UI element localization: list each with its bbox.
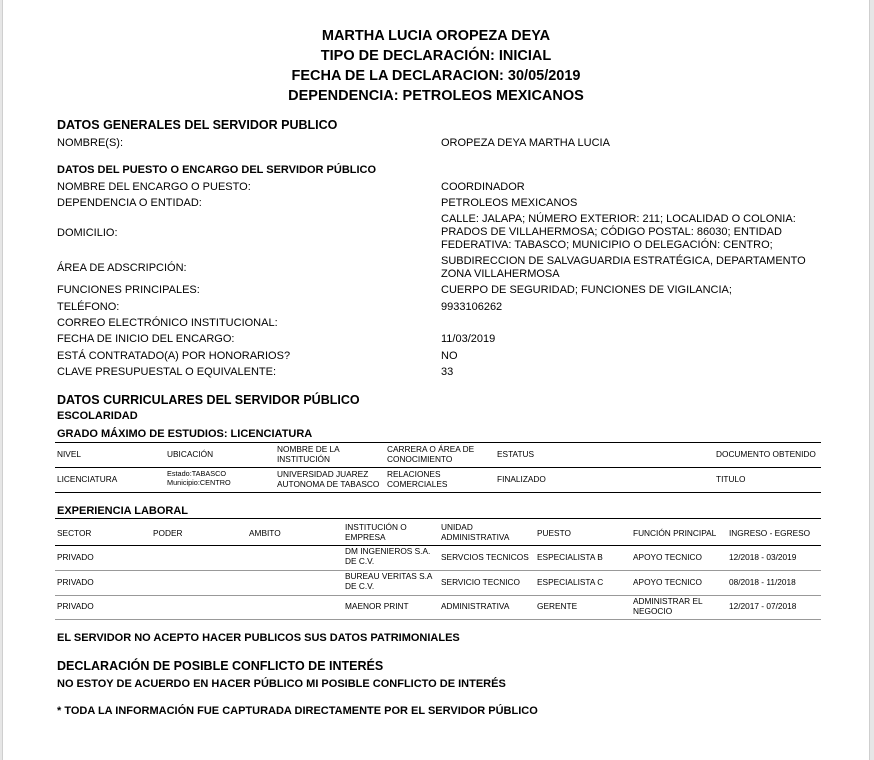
edu-header-carrera: CARRERA O ÁREA DE CONOCIMIENTO xyxy=(387,444,475,464)
field-value: 33 xyxy=(441,366,454,378)
field-label: CORREO ELECTRÓNICO INSTITUCIONAL: xyxy=(57,317,278,329)
escolaridad-label: ESCOLARIDAD xyxy=(57,410,138,422)
field-value: COORDINADOR xyxy=(441,181,525,193)
declaration-type: TIPO DE DECLARACIÓN: INICIAL xyxy=(320,48,552,64)
nombre-label: NOMBRE(S): xyxy=(57,137,123,149)
declaration-date: FECHA DE LA DECLARACION: 30/05/2019 xyxy=(291,68,581,84)
exp-unidad: SERVCIOS TECNICOS xyxy=(441,552,529,562)
exp-sector: PRIVADO xyxy=(57,577,94,587)
field-value: 11/03/2019 xyxy=(441,333,496,345)
edu-carrera: RELACIONES COMERCIALES xyxy=(387,469,448,489)
grado-label: GRADO MÁXIMO DE ESTUDIOS: LICENCIATURA xyxy=(57,428,313,440)
exp-periodo: 08/2018 - 11/2018 xyxy=(729,577,796,587)
field-value: PETROLEOS MEXICANOS xyxy=(441,197,578,209)
edu-nivel: LICENCIATURA xyxy=(57,474,118,484)
field-label: NOMBRE DEL ENCARGO O PUESTO: xyxy=(57,181,251,193)
edu-documento: TITULO xyxy=(716,474,746,484)
field-label: FECHA DE INICIO DEL ENCARGO: xyxy=(57,333,235,345)
exp-institucion: MAENOR PRINT xyxy=(345,601,409,611)
exp-header-poder: PODER xyxy=(153,528,183,538)
nombre-value: OROPEZA DEYA MARTHA LUCIA xyxy=(441,137,610,149)
declaration-agency: DEPENDENCIA: PETROLEOS MEXICANOS xyxy=(288,88,584,104)
experience-table xyxy=(55,518,821,622)
curriculares-title: DATOS CURRICULARES DEL SERVIDOR PÚBLICO xyxy=(57,393,360,407)
conflicto-title: DECLARACIÓN DE POSIBLE CONFLICTO DE INTERÉS xyxy=(57,659,384,673)
field-value: NO xyxy=(441,350,458,362)
conflicto-text: NO ESTOY DE ACUERDO EN HACER PÚBLICO MI POSIBLE CONFLICTO DE INTERÉS xyxy=(57,678,506,690)
exp-unidad: SERVICIO TECNICO xyxy=(441,577,520,587)
field-label: ÁREA DE ADSCRIPCIÓN: xyxy=(57,262,187,274)
field-label: DEPENDENCIA O ENTIDAD: xyxy=(57,197,202,209)
field-value: 9933106262 xyxy=(441,301,503,313)
exp-sector: PRIVADO xyxy=(57,601,94,611)
field-label: FUNCIONES PRINCIPALES: xyxy=(57,284,200,296)
edu-header-estatus: ESTATUS xyxy=(497,449,535,459)
exp-puesto: ESPECIALISTA C xyxy=(537,577,604,587)
edu-header-institucion: NOMBRE DE LA INSTITUCIÓN xyxy=(277,444,340,464)
exp-puesto: GERENTE xyxy=(537,601,578,611)
edu-header-nivel: NIVEL xyxy=(57,449,81,459)
exp-header-funcion: FUNCIÓN PRINCIPAL xyxy=(633,528,717,538)
education-table xyxy=(55,442,821,494)
captura-note: * TODA LA INFORMACIÓN FUE CAPTURADA DIRECTAMENTE POR EL SERVIDOR PÚBLICO xyxy=(57,705,538,717)
exp-header-ambito: AMBITO xyxy=(249,528,281,538)
declarant-name: MARTHA LUCIA OROPEZA DEYA xyxy=(321,28,551,44)
exp-header-unidad: UNIDAD ADMINISTRATIVA xyxy=(441,522,510,542)
experiencia-title: EXPERIENCIA LABORAL xyxy=(57,505,188,517)
exp-periodo: 12/2018 - 03/2019 xyxy=(729,552,797,562)
field-label: ESTÁ CONTRATADO(A) POR HONORARIOS? xyxy=(57,350,291,362)
field-value: CALLE: JALAPA; NÚMERO EXTERIOR: 211; LOCALIDAD O COLONIA: PRADOS DE VILLAHERMOSA; CÓDIGO POSTAL: 86030; ENTIDAD FEDERATIVA: TABASCO; MUNICIPIO O DELEGACIÓN: CENTRO; xyxy=(441,213,796,251)
field-label: TELÉFONO: xyxy=(57,301,120,313)
field-value: CUERPO DE SEGURIDAD; FUNCIONES DE VIGILANCIA; xyxy=(441,284,732,296)
field-label: DOMICILIO: xyxy=(57,227,118,239)
exp-institucion: DM INGENIEROS S.A. DE C.V. xyxy=(345,546,431,566)
exp-funcion: APOYO TECNICO xyxy=(633,577,703,587)
exp-sector: PRIVADO xyxy=(57,552,94,562)
exp-puesto: ESPECIALISTA B xyxy=(537,552,603,562)
field-label: CLAVE PRESUPUESTAL O EQUIVALENTE: xyxy=(57,366,277,378)
puesto-title: DATOS DEL PUESTO O ENCARGO DEL SERVIDOR PÚBLICO xyxy=(57,164,377,176)
edu-institucion: UNIVERSIDAD JUAREZ AUTONOMA DE TABASCO xyxy=(277,469,380,489)
edu-header-ubicacion: UBICACIÓN xyxy=(167,449,214,459)
exp-header-sector: SECTOR xyxy=(57,528,92,538)
patrimoniales-statement: EL SERVIDOR NO ACEPTO HACER PUBLICOS SUS DATOS PATRIMONIALES xyxy=(57,632,460,644)
edu-header-documento: DOCUMENTO OBTENIDO xyxy=(716,449,816,459)
field-value: SUBDIRECCION DE SALVAGUARDIA ESTRATÉGICA, DEPARTAMENTO ZONA VILLAHERMOSA xyxy=(441,255,806,280)
exp-header-puesto: PUESTO xyxy=(537,528,571,538)
exp-institucion: BUREAU VERITAS S.A DE C.V. xyxy=(345,571,432,591)
edu-estatus: FINALIZADO xyxy=(497,474,546,484)
edu-municipio: Municipio:CENTRO xyxy=(167,478,231,487)
exp-unidad: ADMINISTRATIVA xyxy=(441,601,510,611)
exp-funcion: ADMINISTRAR EL NEGOCIO xyxy=(633,596,703,616)
exp-header-institucion: INSTITUCIÓN O EMPRESA xyxy=(345,522,407,542)
exp-header-periodo: INGRESO - EGRESO xyxy=(729,528,811,538)
declaration-page xyxy=(2,0,870,760)
generales-title: DATOS GENERALES DEL SERVIDOR PUBLICO xyxy=(57,118,338,132)
exp-periodo: 12/2017 - 07/2018 xyxy=(729,601,797,611)
edu-estado: Estado:TABASCO xyxy=(167,469,227,478)
exp-funcion: APOYO TECNICO xyxy=(633,552,703,562)
